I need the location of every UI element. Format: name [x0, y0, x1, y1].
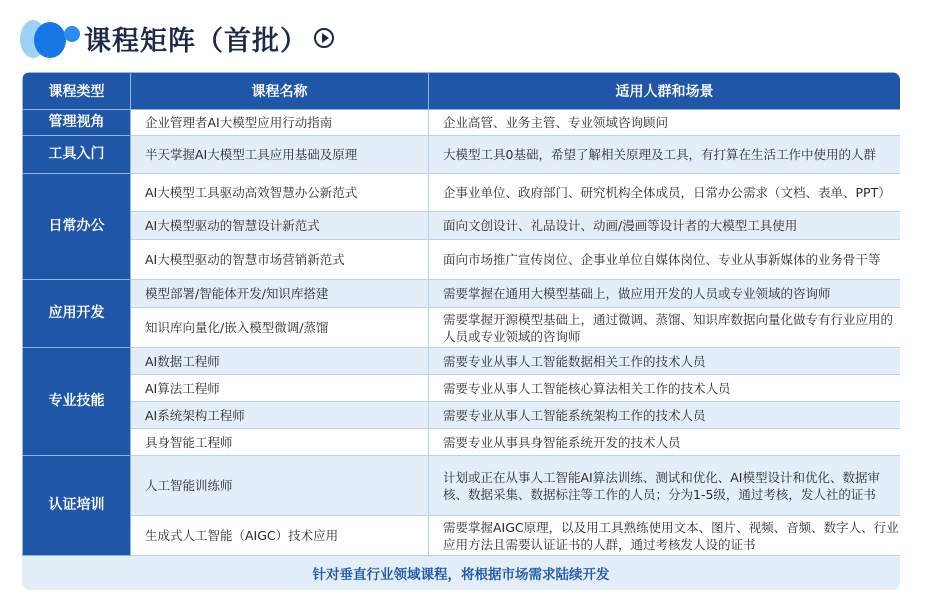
course-name: AI大模型工具驱动高效智慧办公新范式: [131, 174, 429, 212]
table-row: [23, 174, 901, 212]
footer-note: 针对垂直行业领域课程，将根据市场需求陆续开发: [22, 556, 900, 590]
category-tools-intro: 工具入门: [23, 136, 131, 174]
page-header: [20, 12, 334, 64]
table-row: [23, 110, 901, 136]
page-title: 课程矩阵（首批）: [84, 25, 308, 57]
table-row: [23, 212, 901, 240]
course-audience: 企业高管、业务主管、专业领域咨询顾问: [429, 110, 901, 136]
header-course-name: 课程名称: [131, 73, 429, 110]
table-row: [23, 429, 901, 456]
table-row: [23, 456, 901, 516]
table-row: [23, 375, 901, 402]
course-name: AI算法工程师: [131, 375, 429, 402]
course-name: 生成式人工智能（AIGC）技术应用: [131, 516, 429, 556]
play-icon[interactable]: [314, 28, 334, 48]
course-name: 模型部署/智能体开发/知识库搭建: [131, 280, 429, 308]
course-audience: 大模型工具0基础，希望了解相关原理及工具，有打算在生活工作中使用的人群: [429, 136, 901, 174]
course-audience: 需要专业从事人工智能核心算法相关工作的技术人员: [429, 375, 901, 402]
table-row: [23, 516, 901, 556]
category-certification: 认证培训: [23, 456, 131, 556]
category-daily-office: 日常办公: [23, 174, 131, 280]
course-name: 具身智能工程师: [131, 429, 429, 456]
course-audience: 需要掌握AIGC原理，以及用工具熟练使用文本、图片、视频、音频、数字人、行业应用方法且需要认证证书的人群，通过考核发人设的证书: [429, 516, 901, 556]
table-row: [23, 240, 901, 280]
table-row: [23, 402, 901, 429]
category-management: 管理视角: [23, 110, 131, 136]
table-row: [23, 280, 901, 308]
course-matrix-table: [22, 72, 900, 590]
course-name: 知识库向量化/嵌入模型微调/蒸馏: [131, 308, 429, 348]
course-audience: 计划或正在从事人工智能AI算法训练、测试和优化、AI模型设计和优化、数据审核、数据采集、数据标注等工作的人员；分为1-5级，通过考核，发人社的证书: [429, 456, 901, 516]
course-audience: 面向文创设计、礼品设计、动画/漫画等设计者的大模型工具使用: [429, 212, 901, 240]
header-course-type: 课程类型: [23, 73, 131, 110]
course-audience: 需要掌握在通用大模型基础上，做应用开发的人员或专业领域的咨询师: [429, 280, 901, 308]
course-name: AI系统架构工程师: [131, 402, 429, 429]
category-pro-skills: 专业技能: [23, 348, 131, 456]
course-audience: 需要专业从事具身智能系统开发的技术人员: [429, 429, 901, 456]
course-name: AI大模型驱动的智慧市场营销新范式: [131, 240, 429, 280]
table-row: [23, 136, 901, 174]
course-name: 人工智能训练师: [131, 456, 429, 516]
logo-icon: [20, 14, 80, 62]
table-header-row: [23, 73, 901, 110]
table-row: [23, 348, 901, 375]
course-name: AI数据工程师: [131, 348, 429, 375]
course-audience: 面向市场推广宣传岗位、企事业单位自媒体岗位、专业从事新媒体的业务骨干等: [429, 240, 901, 280]
course-name: 企业管理者AI大模型应用行动指南: [131, 110, 429, 136]
course-name: 半天掌握AI大模型工具应用基础及原理: [131, 136, 429, 174]
course-audience: 需要专业从事人工智能数据相关工作的技术人员: [429, 348, 901, 375]
header-audience: 适用人群和场景: [429, 73, 901, 110]
table-row: [23, 308, 901, 348]
course-audience: 企事业单位、政府部门、研究机构全体成员，日常办公需求（文档、表单、PPT）: [429, 174, 901, 212]
course-audience: 需要专业从事人工智能系统架构工作的技术人员: [429, 402, 901, 429]
category-app-dev: 应用开发: [23, 280, 131, 348]
course-name: AI大模型驱动的智慧设计新范式: [131, 212, 429, 240]
course-audience: 需要掌握开源模型基础上，通过微调、蒸馏、知识库数据向量化做专有行业应用的人员或专业领域的咨询师: [429, 308, 901, 348]
